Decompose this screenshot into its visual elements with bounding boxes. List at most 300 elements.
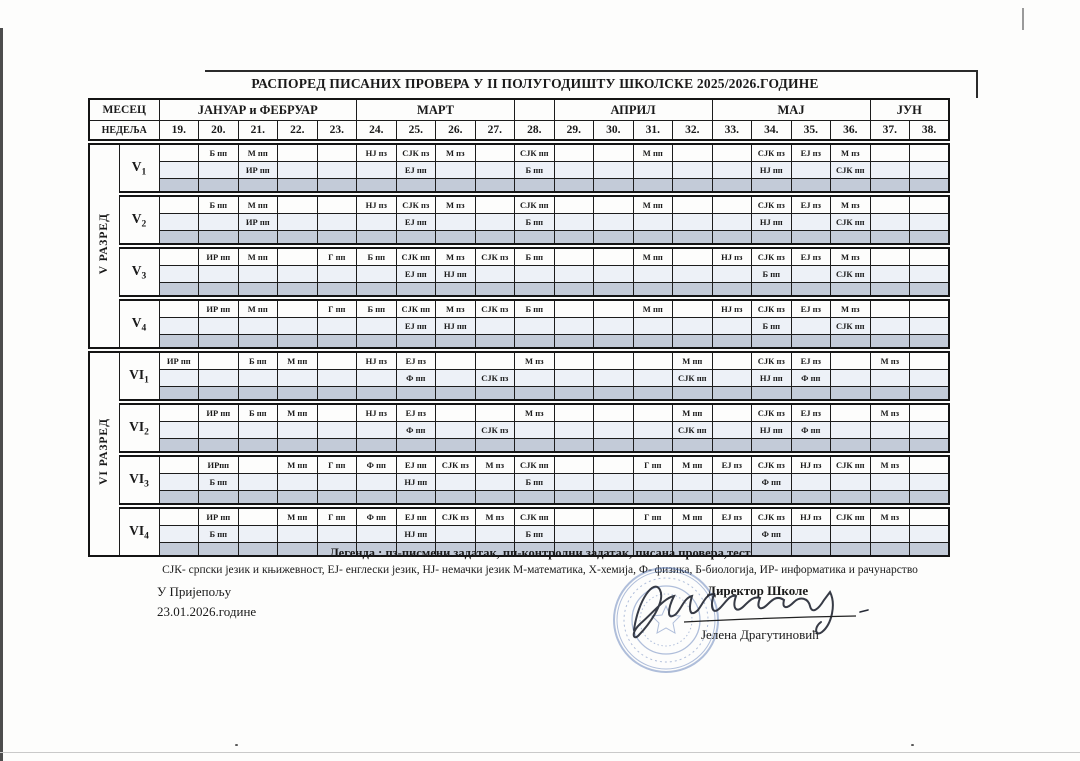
week-header-cell: 32.: [673, 121, 713, 143]
scan-bottom-line: [0, 752, 1080, 753]
exam-cell: [594, 350, 634, 370]
exam-cell: [475, 350, 515, 370]
exam-cell: [436, 402, 476, 422]
exam-cell: [791, 318, 831, 335]
exam-cell: [317, 402, 357, 422]
exam-cell: [594, 454, 634, 474]
exam-cell: НЈ пз: [357, 350, 397, 370]
exam-cell: [712, 402, 752, 422]
exam-cell: Ф пп: [791, 422, 831, 439]
exam-cell: Б пп: [199, 474, 239, 491]
exam-cell: [238, 506, 278, 526]
exam-cell: [910, 283, 950, 299]
grade-label: [89, 142, 119, 350]
exam-cell: НЈ пп: [752, 214, 792, 231]
month-header-cell: ЈАНУАР и ФЕБРУАР: [159, 99, 357, 121]
exam-cell: [199, 422, 239, 439]
exam-cell: М пз: [831, 142, 871, 162]
exam-cell: СЈК пз: [475, 246, 515, 266]
exam-cell: [515, 318, 555, 335]
exam-cell: [554, 439, 594, 455]
exam-cell: Б пп: [752, 318, 792, 335]
exam-cell: [594, 506, 634, 526]
exam-cell: [594, 162, 634, 179]
exam-cell: [475, 526, 515, 543]
exam-cell: [554, 194, 594, 214]
exam-cell: [831, 474, 871, 491]
exam-cell: [475, 491, 515, 507]
exam-cell: НЈ пз: [791, 454, 831, 474]
exam-cell: [554, 231, 594, 247]
exam-cell: М пп: [238, 142, 278, 162]
exam-cell: СЈК пз: [752, 402, 792, 422]
exam-cell: М пп: [278, 350, 318, 370]
exam-cell: [278, 214, 318, 231]
exam-cell: [238, 283, 278, 299]
title-top-rule: [205, 70, 978, 72]
exam-cell: [752, 283, 792, 299]
exam-cell: [870, 179, 910, 195]
exam-cell: НЈ пз: [357, 142, 397, 162]
exam-cell: [791, 179, 831, 195]
director-title: Директор Школе: [707, 583, 809, 598]
week-header-cell: 30.: [594, 121, 634, 143]
exam-cell: [159, 335, 199, 351]
exam-cell: Б пп: [238, 402, 278, 422]
exam-cell: Б пп: [515, 246, 555, 266]
exam-cell: [278, 142, 318, 162]
exam-cell: [633, 474, 673, 491]
exam-cell: [436, 350, 476, 370]
exam-cell: [870, 491, 910, 507]
exam-cell: [238, 526, 278, 543]
exam-cell: [712, 266, 752, 283]
exam-cell: М пз: [436, 142, 476, 162]
exam-cell: Б пп: [515, 162, 555, 179]
exam-cell: НЈ пп: [752, 162, 792, 179]
exam-cell: Ф пп: [357, 506, 397, 526]
exam-cell: [594, 231, 634, 247]
exam-cell: Г пп: [317, 246, 357, 266]
legend-line-1: Легенда : пз-писмени задатак, пп-контролни задатак, писана провера,тест: [329, 546, 751, 560]
exam-cell: [357, 387, 397, 403]
exam-cell: ЕЈ пз: [791, 402, 831, 422]
exam-cell: [752, 439, 792, 455]
exam-cell: [159, 318, 199, 335]
exam-cell: [870, 162, 910, 179]
legend-line-2: СЈК- српски језик и књижевност, ЕЈ- енглески језик, НЈ- немачки језик М-математика, Х-хемија, Ф- физика, Б-биологија, ИР- информатика и рачунарство: [162, 564, 918, 576]
exam-cell: [278, 370, 318, 387]
exam-cell: Ф пп: [752, 474, 792, 491]
exam-cell: [159, 231, 199, 247]
exam-cell: [554, 491, 594, 507]
exam-cell: [357, 526, 397, 543]
exam-cell: [199, 335, 239, 351]
exam-cell: ЕЈ пз: [396, 350, 436, 370]
exam-cell: [673, 526, 713, 543]
exam-cell: [791, 214, 831, 231]
exam-cell: [870, 283, 910, 299]
exam-cell: [791, 439, 831, 455]
exam-cell: [317, 162, 357, 179]
exam-cell: [159, 439, 199, 455]
exam-cell: [159, 214, 199, 231]
exam-cell: М пз: [436, 194, 476, 214]
exam-cell: [159, 179, 199, 195]
exam-cell: НЈ пз: [791, 506, 831, 526]
week-row-label: НЕДЕЉА: [89, 121, 159, 143]
exam-cell: [712, 526, 752, 543]
exam-cell: [633, 335, 673, 351]
exam-cell: [594, 474, 634, 491]
exam-cell: [910, 179, 950, 195]
exam-cell: [159, 162, 199, 179]
exam-cell: [357, 231, 397, 247]
exam-cell: [910, 266, 950, 283]
exam-cell: СЈК пз: [436, 506, 476, 526]
exam-cell: ЕЈ пп: [396, 318, 436, 335]
exam-cell: М пп: [238, 194, 278, 214]
class-label: $VI_2$: [119, 402, 159, 454]
exam-cell: [791, 335, 831, 351]
exam-cell: М пп: [673, 454, 713, 474]
exam-cell: [238, 491, 278, 507]
month-header-cell: [515, 99, 555, 121]
exam-cell: [554, 387, 594, 403]
exam-cell: [870, 194, 910, 214]
exam-cell: [673, 283, 713, 299]
exam-cell: ЕЈ пз: [396, 402, 436, 422]
exam-cell: [791, 474, 831, 491]
exam-cell: [712, 439, 752, 455]
exam-cell: СЈК пз: [396, 142, 436, 162]
exam-cell: [515, 231, 555, 247]
class-label: $VI_3$: [119, 454, 159, 506]
exam-cell: М пп: [673, 402, 713, 422]
exam-cell: [357, 370, 397, 387]
exam-cell: ЕЈ пп: [396, 454, 436, 474]
exam-cell: [199, 318, 239, 335]
exam-cell: [831, 350, 871, 370]
exam-cell: [910, 506, 950, 526]
exam-cell: [396, 179, 436, 195]
exam-cell: [831, 231, 871, 247]
exam-cell: НЈ пп: [436, 318, 476, 335]
exam-cell: [554, 318, 594, 335]
exam-cell: [712, 387, 752, 403]
exam-cell: НЈ пз: [712, 246, 752, 266]
exam-cell: [712, 335, 752, 351]
exam-cell: М пп: [238, 246, 278, 266]
exam-cell: [712, 318, 752, 335]
exam-cell: [870, 370, 910, 387]
exam-cell: [633, 422, 673, 439]
exam-cell: [515, 491, 555, 507]
exam-cell: [554, 474, 594, 491]
exam-cell: [436, 283, 476, 299]
exam-cell: М пз: [870, 350, 910, 370]
exam-cell: [673, 162, 713, 179]
exam-cell: СЈК пп: [673, 370, 713, 387]
exam-cell: [910, 246, 950, 266]
exam-cell: [515, 439, 555, 455]
week-header-cell: 26.: [436, 121, 476, 143]
week-header-cell: 36.: [831, 121, 871, 143]
exam-cell: [910, 402, 950, 422]
exam-cell: [554, 179, 594, 195]
exam-cell: [159, 526, 199, 543]
exam-cell: ЕЈ пз: [791, 142, 831, 162]
exam-cell: [159, 142, 199, 162]
grade-label-text: VI РАЗРЕД: [98, 418, 111, 485]
exam-cell: ЕЈ пз: [791, 194, 831, 214]
exam-cell: СЈК пп: [515, 506, 555, 526]
exam-cell: [831, 283, 871, 299]
exam-cell: [870, 422, 910, 439]
exam-cell: [357, 422, 397, 439]
title-right-rule: [976, 70, 978, 98]
exam-cell: [594, 370, 634, 387]
exam-cell: [673, 439, 713, 455]
director-name: Јелена Драгутиновић: [701, 627, 819, 642]
exam-cell: [554, 142, 594, 162]
exam-cell: [357, 266, 397, 283]
exam-cell: ИР пп: [238, 214, 278, 231]
exam-cell: [712, 162, 752, 179]
exam-cell: [633, 162, 673, 179]
exam-cell: ИРпп: [199, 454, 239, 474]
month-row-label: МЕСЕЦ: [89, 99, 159, 121]
exam-cell: [910, 370, 950, 387]
exam-cell: [910, 335, 950, 351]
scan-edge-strip: [0, 28, 3, 761]
exam-cell: ЕЈ пз: [791, 246, 831, 266]
exam-cell: М пз: [515, 350, 555, 370]
exam-cell: [199, 179, 239, 195]
exam-cell: [910, 526, 950, 543]
exam-cell: СЈК пз: [752, 194, 792, 214]
exam-cell: ЕЈ пп: [396, 266, 436, 283]
exam-cell: [633, 231, 673, 247]
exam-cell: [791, 491, 831, 507]
exam-cell: [910, 162, 950, 179]
exam-cell: ЕЈ пп: [396, 506, 436, 526]
exam-cell: [633, 370, 673, 387]
exam-cell: [317, 350, 357, 370]
exam-cell: [673, 179, 713, 195]
exam-cell: [712, 491, 752, 507]
exam-cell: [712, 214, 752, 231]
exam-cell: [475, 231, 515, 247]
exam-cell: СЈК пп: [831, 214, 871, 231]
exam-cell: [870, 387, 910, 403]
exam-cell: Ф пп: [396, 370, 436, 387]
exam-cell: [199, 439, 239, 455]
exam-cell: [594, 439, 634, 455]
week-header-cell: 21.: [238, 121, 278, 143]
exam-cell: [278, 298, 318, 318]
exam-cell: НЈ пз: [357, 194, 397, 214]
exam-cell: Б пп: [515, 298, 555, 318]
exam-cell: [673, 335, 713, 351]
exam-cell: [831, 335, 871, 351]
exam-cell: [594, 298, 634, 318]
exam-cell: Г пп: [317, 298, 357, 318]
exam-cell: [831, 526, 871, 543]
exam-cell: [594, 422, 634, 439]
exam-cell: [199, 231, 239, 247]
exam-cell: [831, 439, 871, 455]
exam-cell: [475, 402, 515, 422]
exam-cell: Ф пп: [752, 526, 792, 543]
exam-cell: [317, 266, 357, 283]
exam-cell: [515, 266, 555, 283]
class-label: $V_2$: [119, 194, 159, 246]
exam-cell: [199, 214, 239, 231]
exam-cell: [633, 387, 673, 403]
exam-cell: [238, 318, 278, 335]
schedule-table-body: [89, 99, 949, 556]
exam-cell: [910, 474, 950, 491]
exam-cell: СЈК пп: [396, 246, 436, 266]
exam-cell: [159, 283, 199, 299]
month-header-cell: МАЈ: [712, 99, 870, 121]
exam-cell: [791, 162, 831, 179]
exam-cell: [436, 162, 476, 179]
exam-cell: [673, 266, 713, 283]
exam-cell: Ф пп: [357, 454, 397, 474]
exam-cell: [317, 439, 357, 455]
exam-cell: [870, 266, 910, 283]
exam-cell: ИР пп: [159, 350, 199, 370]
week-header-cell: 28.: [515, 121, 555, 143]
exam-cell: [317, 387, 357, 403]
exam-cell: СЈК пп: [831, 454, 871, 474]
exam-cell: [554, 350, 594, 370]
exam-cell: [594, 179, 634, 195]
exam-cell: [475, 283, 515, 299]
exam-cell: [673, 214, 713, 231]
exam-cell: Б пп: [238, 350, 278, 370]
week-header-cell: 22.: [278, 121, 318, 143]
month-header-cell: ЈУН: [870, 99, 949, 121]
exam-cell: [396, 387, 436, 403]
exam-cell: НЈ пз: [357, 402, 397, 422]
exam-cell: [238, 454, 278, 474]
exam-cell: [712, 370, 752, 387]
exam-cell: ИР пп: [199, 506, 239, 526]
exam-cell: Ф пп: [396, 422, 436, 439]
scan-dot: [235, 744, 238, 746]
exam-cell: ЕЈ пз: [791, 350, 831, 370]
exam-cell: [752, 387, 792, 403]
exam-cell: СЈК пз: [752, 506, 792, 526]
exam-cell: [278, 266, 318, 283]
exam-cell: СЈК пз: [396, 194, 436, 214]
exam-cell: [278, 246, 318, 266]
exam-cell: [910, 318, 950, 335]
exam-cell: Г пп: [633, 506, 673, 526]
exam-cell: [515, 370, 555, 387]
exam-cell: СЈК пз: [436, 454, 476, 474]
exam-cell: [910, 454, 950, 474]
exam-cell: [278, 422, 318, 439]
exam-cell: [791, 526, 831, 543]
exam-cell: [910, 422, 950, 439]
exam-cell: НЈ пп: [396, 474, 436, 491]
exam-cell: ЕЈ пп: [396, 162, 436, 179]
exam-cell: [554, 162, 594, 179]
exam-cell: [831, 370, 871, 387]
exam-cell: Б пп: [515, 214, 555, 231]
exam-cell: [317, 231, 357, 247]
exam-cell: М пз: [870, 454, 910, 474]
exam-cell: СЈК пз: [752, 246, 792, 266]
exam-cell: [831, 387, 871, 403]
exam-cell: [673, 142, 713, 162]
exam-cell: [357, 335, 397, 351]
exam-cell: М пп: [673, 350, 713, 370]
exam-cell: М пп: [633, 246, 673, 266]
exam-cell: [357, 283, 397, 299]
exam-cell: ЕЈ пп: [396, 214, 436, 231]
exam-cell: НЈ пп: [752, 370, 792, 387]
exam-cell: [594, 142, 634, 162]
exam-cell: СЈК пп: [831, 266, 871, 283]
exam-cell: [278, 335, 318, 351]
exam-cell: [870, 318, 910, 335]
exam-cell: [475, 387, 515, 403]
exam-cell: [633, 350, 673, 370]
exam-cell: [910, 350, 950, 370]
exam-cell: [910, 387, 950, 403]
exam-cell: [554, 422, 594, 439]
week-header-cell: 29.: [554, 121, 594, 143]
exam-cell: [554, 506, 594, 526]
exam-cell: [238, 266, 278, 283]
exam-cell: [712, 231, 752, 247]
class-label: $VI_4$: [119, 506, 159, 556]
exam-cell: [475, 179, 515, 195]
exam-cell: [199, 266, 239, 283]
exam-cell: [633, 439, 673, 455]
exam-cell: [357, 491, 397, 507]
exam-cell: [317, 474, 357, 491]
exam-cell: [633, 214, 673, 231]
schedule-table: [88, 98, 950, 557]
exam-cell: [159, 454, 199, 474]
exam-cell: [594, 283, 634, 299]
exam-cell: [870, 335, 910, 351]
exam-cell: Б пп: [357, 246, 397, 266]
exam-cell: [317, 370, 357, 387]
week-header-cell: 27.: [475, 121, 515, 143]
exam-cell: М пз: [831, 246, 871, 266]
exam-cell: [159, 370, 199, 387]
class-label: $VI_1$: [119, 350, 159, 402]
exam-cell: СЈК пп: [831, 506, 871, 526]
exam-cell: ИР пп: [238, 162, 278, 179]
exam-cell: [238, 335, 278, 351]
exam-cell: [831, 179, 871, 195]
exam-cell: [475, 318, 515, 335]
exam-cell: [436, 335, 476, 351]
exam-cell: [673, 246, 713, 266]
exam-cell: [594, 318, 634, 335]
exam-cell: [475, 142, 515, 162]
exam-cell: [910, 439, 950, 455]
grade-label-text: V РАЗРЕД: [98, 212, 111, 275]
